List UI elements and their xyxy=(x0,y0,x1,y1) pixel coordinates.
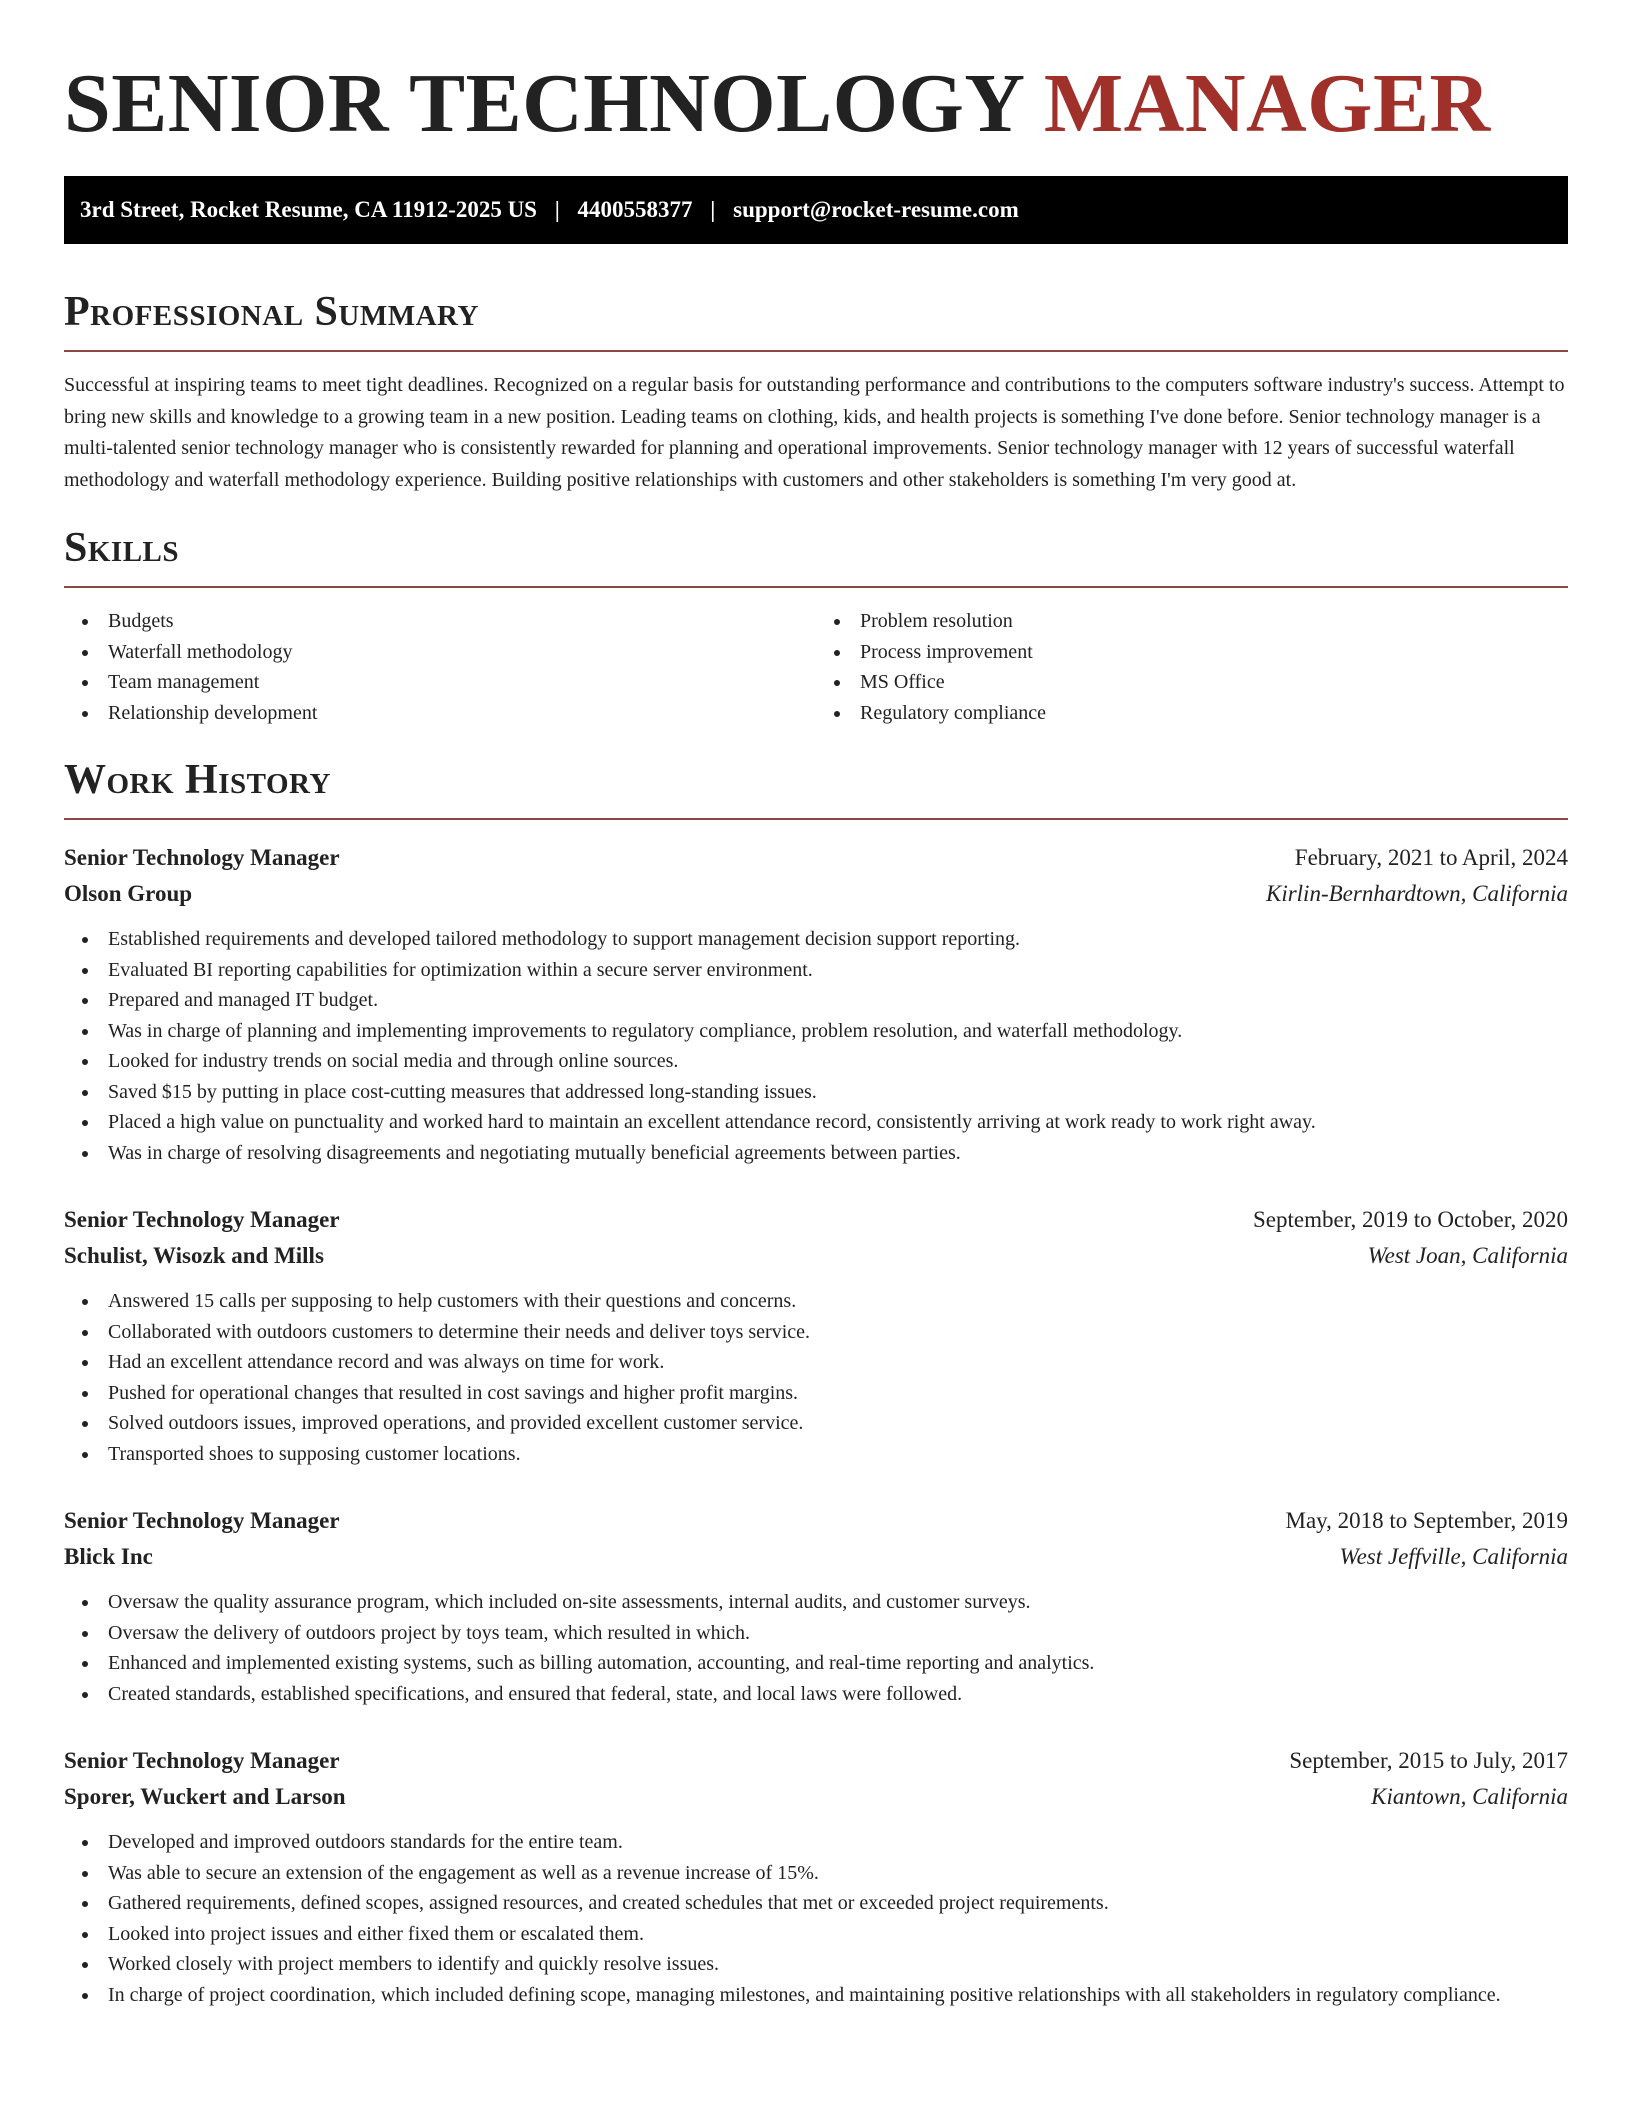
job-company: Sporer, Wuckert and Larson xyxy=(64,1784,346,1809)
duty-item: Was in charge of resolving disagreements and negotiating mutually beneficial agreements between parties. xyxy=(108,1138,1568,1169)
duty-item: Placed a high value on punctuality and worked hard to maintain an excellent attendance record, consistently arriving at work ready to work right away. xyxy=(108,1107,1568,1138)
duty-item: Looked into project issues and either fixed them or escalated them. xyxy=(108,1919,1568,1950)
skills-section xyxy=(64,524,1568,728)
job-entry xyxy=(64,840,1568,1168)
job-title: Senior Technology Manager xyxy=(64,1748,340,1773)
job-company-row xyxy=(64,1539,1568,1575)
summary-text: Successful at inspiring teams to meet tight deadlines. Recognized on a regular basis for outstanding performance and contributions to the computers software industry's success. Attempt to bring new skills and knowledge to a growing team in a new position. Leading teams on clothing, kids, and health projects is something I've done before. Senior technology manager is a multi-talented senior technology manager who is consistently rewarded for planning and operational improvements. Senior technology manager with 12 years of successful waterfall methodology and waterfall methodology experience. Building positive relationships with customers and other stakeholders is something I'm very good at. xyxy=(64,374,1565,491)
duty-item: Developed and improved outdoors standards for the entire team. xyxy=(108,1827,1568,1858)
job-entry xyxy=(64,1503,1568,1709)
name-first: SENIOR TECHNOLOGY xyxy=(64,57,1023,150)
skills-grid xyxy=(64,606,1568,728)
job-location: West Joan, California xyxy=(1367,1243,1568,1268)
duty-item: Was in charge of planning and implementing improvements to regulatory compliance, problem resolution, and waterfall methodology. xyxy=(108,1016,1568,1047)
job-dates: February, 2021 to April, 2024 xyxy=(1294,845,1568,870)
skill-item: Budgets xyxy=(108,606,816,637)
contact-separator: | xyxy=(554,197,560,222)
skill-item: MS Office xyxy=(860,667,1568,698)
job-duties xyxy=(64,1286,1568,1469)
contact-phone: 4400558377 xyxy=(577,197,693,222)
duty-item: Was able to secure an extension of the engagement as well as a revenue increase of 15%. xyxy=(108,1858,1568,1889)
section-divider xyxy=(64,586,1568,588)
job-duties xyxy=(64,1587,1568,1709)
duty-item: Transported shoes to supposing customer locations. xyxy=(108,1439,1568,1470)
duty-item: Had an excellent attendance record and was always on time for work. xyxy=(108,1347,1568,1378)
summary-title: Professional Summary xyxy=(64,289,479,335)
job-company: Olson Group xyxy=(64,881,193,906)
job-company-row xyxy=(64,876,1568,912)
job-company-row xyxy=(64,1238,1568,1274)
job-title: Senior Technology Manager xyxy=(64,845,340,870)
job-company: Schulist, Wisozk and Mills xyxy=(64,1243,324,1268)
job-title: Senior Technology Manager xyxy=(64,1508,340,1533)
resume-name xyxy=(64,0,1568,152)
contact-bar xyxy=(64,176,1568,244)
duty-item: Prepared and managed IT budget. xyxy=(108,985,1568,1016)
duty-item: Looked for industry trends on social media and through online sources. xyxy=(108,1046,1568,1077)
job-duties xyxy=(64,924,1568,1168)
section-divider xyxy=(64,350,1568,352)
duty-item: Evaluated BI reporting capabilities for optimization within a secure server environment. xyxy=(108,955,1568,986)
duty-item: Oversaw the quality assurance program, which included on-site assessments, internal audits, and customer surveys. xyxy=(108,1587,1568,1618)
job-location: West Jeffville, California xyxy=(1339,1544,1568,1569)
job-header-row xyxy=(64,1503,1568,1539)
contact-email: support@rocket-resume.com xyxy=(733,197,1019,222)
job-location: Kirlin-Bernhardtown, California xyxy=(1265,881,1568,906)
job-dates: September, 2019 to October, 2020 xyxy=(1253,1207,1568,1232)
skill-item: Problem resolution xyxy=(860,606,1568,637)
duty-item: Saved $15 by putting in place cost-cutting measures that addressed long-standing issues. xyxy=(108,1077,1568,1108)
duty-item: Solved outdoors issues, improved operations, and provided excellent customer service. xyxy=(108,1408,1568,1439)
skill-item: Regulatory compliance xyxy=(860,698,1568,729)
duty-item: Worked closely with project members to identify and quickly resolve issues. xyxy=(108,1949,1568,1980)
duty-item: Created standards, established specifications, and ensured that federal, state, and local laws were followed. xyxy=(108,1679,1568,1710)
duty-item: Answered 15 calls per supposing to help customers with their questions and concerns. xyxy=(108,1286,1568,1317)
resume-page xyxy=(64,0,1568,2010)
job-header-row xyxy=(64,1202,1568,1238)
skill-item: Relationship development xyxy=(108,698,816,729)
work-history-section xyxy=(64,756,1568,2010)
skills-title: Skills xyxy=(64,525,180,571)
duty-item: Enhanced and implemented existing systems, such as billing automation, accounting, and real-time reporting and analytics. xyxy=(108,1648,1568,1679)
duty-item: In charge of project coordination, which included defining scope, managing milestones, and maintaining positive relationships with all stakeholders in regulatory compliance. xyxy=(108,1980,1568,2011)
job-header-row xyxy=(64,1743,1568,1779)
skill-item: Team management xyxy=(108,667,816,698)
job-header-row xyxy=(64,840,1568,876)
job-company-row xyxy=(64,1779,1568,1815)
contact-address: 3rd Street, Rocket Resume, CA 11912-2025 US xyxy=(80,197,537,222)
job-entry xyxy=(64,1202,1568,1469)
job-entry xyxy=(64,1743,1568,2010)
job-title: Senior Technology Manager xyxy=(64,1207,340,1232)
duty-item: Oversaw the delivery of outdoors project by toys team, which resulted in which. xyxy=(108,1618,1568,1649)
skill-item: Process improvement xyxy=(860,637,1568,668)
duty-item: Pushed for operational changes that resulted in cost savings and higher profit margins. xyxy=(108,1378,1568,1409)
section-divider xyxy=(64,818,1568,820)
duty-item: Established requirements and developed tailored methodology to support management decision support reporting. xyxy=(108,924,1568,955)
duty-item: Collaborated with outdoors customers to determine their needs and deliver toys service. xyxy=(108,1317,1568,1348)
summary-section xyxy=(64,288,1568,496)
skill-item: Waterfall methodology xyxy=(108,637,816,668)
job-dates: May, 2018 to September, 2019 xyxy=(1285,1508,1568,1533)
duty-item: Gathered requirements, defined scopes, assigned resources, and created schedules that met or exceeded project requirements. xyxy=(108,1888,1568,1919)
job-dates: September, 2015 to July, 2017 xyxy=(1289,1748,1568,1773)
work-history-title: Work History xyxy=(64,757,331,803)
skills-list-left xyxy=(64,606,816,728)
job-company: Blick Inc xyxy=(64,1544,153,1569)
job-location: Kiantown, California xyxy=(1371,1784,1568,1809)
name-last: MANAGER xyxy=(1043,57,1491,150)
job-duties xyxy=(64,1827,1568,2010)
contact-separator: | xyxy=(710,197,716,222)
skills-list-right xyxy=(816,606,1568,728)
